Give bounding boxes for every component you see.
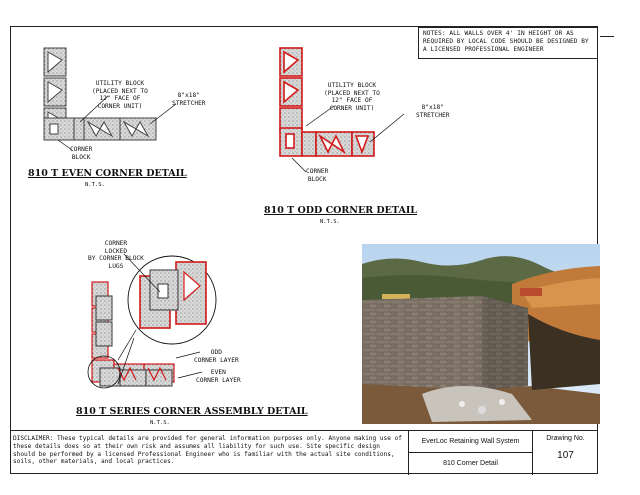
odd-detail-title: 810 T ODD CORNER DETAIL [264,205,417,216]
odd-corner-label: CORNER BLOCK [306,168,329,183]
notes-text: NOTES: ALL WALLS OVER 4' IN HEIGHT OR AS REQUIRED BY LOCAL CODE SHOULD BE DESIGNED BY A LICENSED PROFESSIONAL ENGINEER [423,30,589,53]
disclaimer-text: DISCLAIMER: These typical details are provided for general information purposes only. Anyone making use of these details does so at their own risk and assumes all liability for such use. Site specific design should be performed by a licensed Professional Engineer who is familiar with the actual site conditions, soils, other materials, and local practices. [13,435,402,466]
drawing-number-label: Drawing No. [546,435,585,442]
title-block [10,430,598,475]
sheet-title: 810 Corner Detail [408,453,532,475]
assembly-even-label: EVEN CORNER LAYER [196,369,241,384]
drawing-number: 107 [557,450,574,461]
wall-photo [362,244,600,424]
company-name: EverLoc Retaining Wall System [408,431,532,453]
assembly-detail-scale: N.T.S. [150,420,170,426]
odd-stretcher-label: 8"x18" STRETCHER [416,104,450,119]
even-stretcher-label: 8"x18" STRETCHER [172,92,206,107]
odd-detail-scale: N.T.S. [320,219,340,225]
even-corner-label: CORNER BLOCK [70,146,93,161]
assembly-odd-label: ODD CORNER LAYER [194,349,239,364]
even-detail-title: 810 T EVEN CORNER DETAIL [28,168,187,179]
drawing-number-cell [532,431,598,475]
assembly-locked-label: CORNER LOCKED BY CORNER BLOCK LUGS [88,240,144,270]
even-utility-label: UTILITY BLOCK (PLACED NEXT TO 12" FACE OF CORNER UNIT) [92,80,148,110]
assembly-detail-title: 810 T SERIES CORNER ASSEMBLY DETAIL [76,406,308,417]
odd-utility-label: UTILITY BLOCK (PLACED NEXT TO 12" FACE OF CORNER UNIT) [324,82,380,112]
even-detail-scale: N.T.S. [85,182,105,188]
